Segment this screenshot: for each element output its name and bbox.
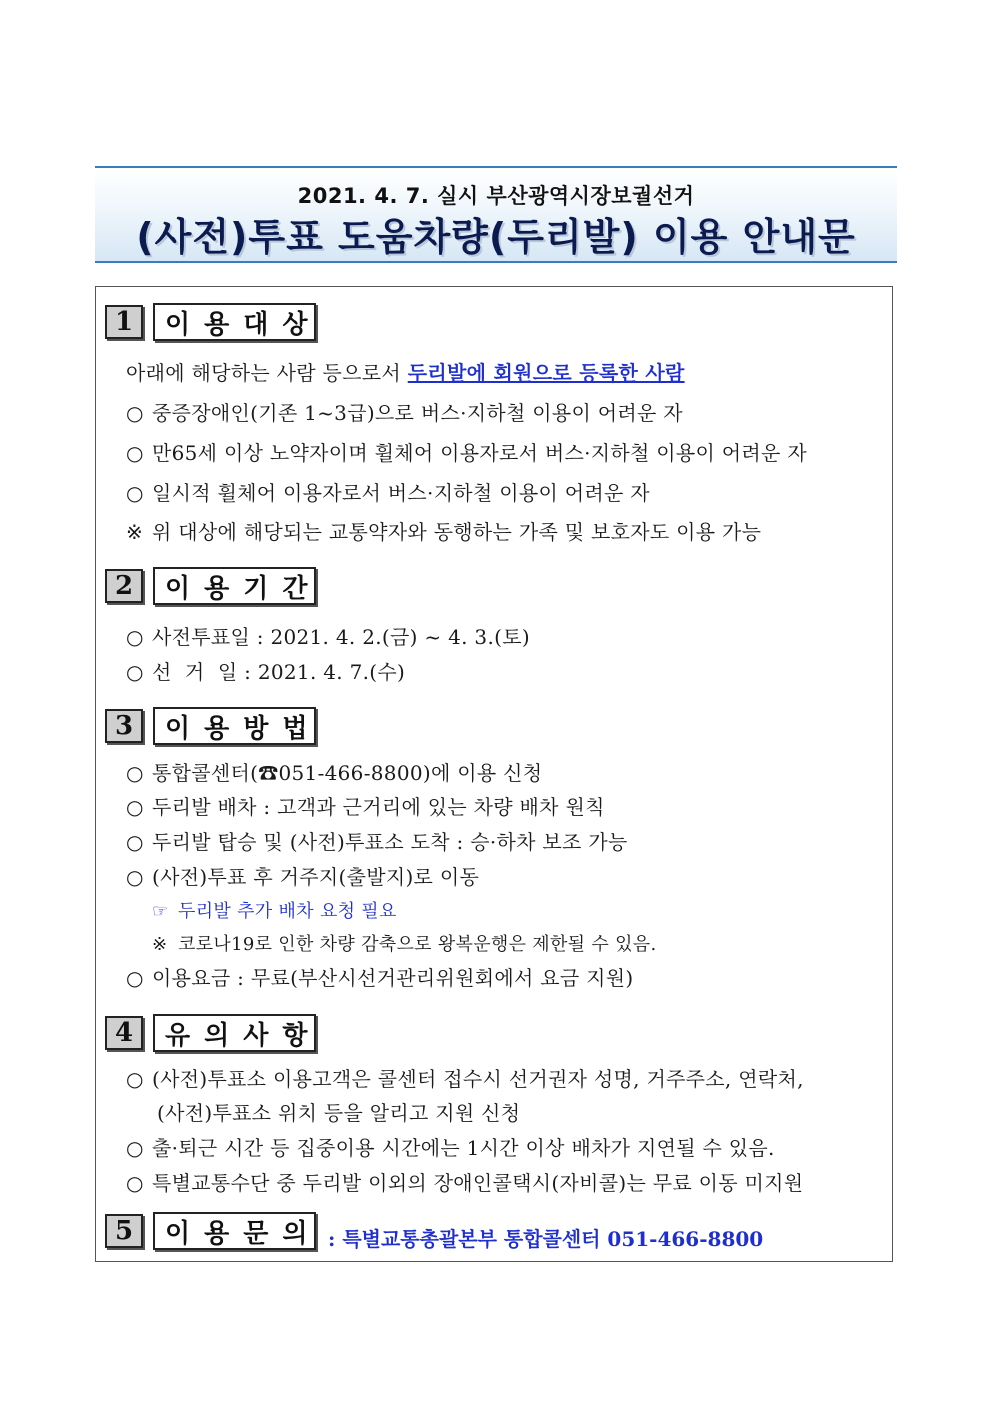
circle-bullet-icon: ○	[126, 401, 144, 425]
list-item: ○ (사전)투표소 이용고객은 콜센터 접수시 선거권자 성명, 거주주소, 연락처,	[126, 1067, 804, 1091]
member-link[interactable]: 두리발에 회원으로 등록한 사람	[407, 361, 685, 385]
list-item: ○ 출·퇴근 시간 등 집중이용 시간에는 1시간 이상 배차가 지연될 수 있음.	[126, 1136, 775, 1160]
circle-bullet-icon: ○	[126, 1171, 144, 1195]
contact-info: : 특별교통총괄본부 통합콜센터 051-466-8800	[328, 1227, 764, 1251]
circle-bullet-icon: ○	[126, 481, 144, 505]
intro-text: 아래에 해당하는 사람 등으로서	[126, 361, 402, 385]
header-title: (사전)투표 도움차량(두리발) 이용 안내문	[136, 215, 856, 259]
circle-bullet-icon: ○	[126, 830, 144, 854]
list-item: ○ 통합콜센터(☎051-466-8800)에 이용 신청	[126, 761, 543, 785]
section-title: 이용방법	[153, 707, 316, 745]
list-item: ○ 일시적 휠체어 이용자로서 버스·지하철 이용이 어려운 자	[126, 481, 650, 505]
note-item: ※ 코로나19로 인한 차량 감축으로 왕복운행은 제한될 수 있음.	[152, 934, 657, 955]
list-item: ○ 두리발 배차 : 고객과 근거리에 있는 차량 배차 원칙	[126, 795, 605, 819]
section-number: 3	[105, 709, 143, 743]
section-title: 이용대상	[153, 303, 316, 341]
section-number: 1	[105, 305, 143, 339]
section-1-intro	[126, 357, 685, 386]
circle-bullet-icon: ○	[126, 865, 144, 889]
section-1-heading	[105, 303, 322, 341]
section-number: 4	[105, 1016, 143, 1050]
list-item: ○ 선 거 일 : 2021. 4. 7.(수)	[126, 660, 406, 684]
section-2-heading	[105, 567, 322, 605]
circle-bullet-icon: ○	[126, 761, 144, 785]
circle-bullet-icon: ○	[126, 441, 144, 465]
list-item: ○ 중증장애인(기존 1~3급)으로 버스·지하철 이용이 어려운 자	[126, 401, 683, 425]
section-title: 이용기간	[153, 567, 316, 605]
circle-bullet-icon: ○	[126, 625, 144, 649]
section-number: 2	[105, 569, 143, 603]
content-box	[95, 286, 893, 1262]
section-title: 유의사항	[153, 1014, 316, 1052]
pointer-note: ☞ 두리발 추가 배차 요청 필요	[152, 901, 397, 922]
header-subtitle: 2021. 4. 7. 실시 부산광역시장보궐선거	[297, 184, 695, 208]
list-item: ○ 두리발 탑승 및 (사전)투표소 도착 : 승·하차 보조 가능	[126, 830, 628, 854]
section-title: 이용문의	[153, 1212, 316, 1250]
section-5-heading	[105, 1212, 322, 1250]
section-3-heading	[105, 707, 322, 745]
header-banner	[95, 166, 897, 263]
list-item: ○ (사전)투표 후 거주지(출발지)로 이동	[126, 865, 480, 889]
note-item: ※ 위 대상에 해당되는 교통약자와 동행하는 가족 및 보호자도 이용 가능	[126, 520, 762, 544]
circle-bullet-icon: ○	[126, 1136, 144, 1160]
section-4-heading	[105, 1014, 322, 1052]
circle-bullet-icon: ○	[126, 1067, 144, 1091]
list-item-continuation: (사전)투표소 위치 등을 알리고 지원 신청	[157, 1101, 521, 1125]
list-item: ○ 사전투표일 : 2021. 4. 2.(금) ~ 4. 3.(토)	[126, 625, 530, 649]
list-item: ○ 특별교통수단 중 두리발 이외의 장애인콜택시(자비콜)는 무료 이동 미지원	[126, 1171, 804, 1195]
circle-bullet-icon: ○	[126, 660, 144, 684]
section-number: 5	[105, 1214, 143, 1248]
list-item: ○ 이용요금 : 무료(부산시선거관리위원회에서 요금 지원)	[126, 966, 634, 990]
reference-mark-icon: ※	[126, 520, 144, 544]
reference-mark-icon: ※	[152, 934, 168, 955]
list-item: ○ 만65세 이상 노약자이며 휠체어 이용자로서 버스·지하철 이용이 어려운 자	[126, 441, 807, 465]
circle-bullet-icon: ○	[126, 795, 144, 819]
pointing-hand-icon: ☞	[152, 901, 169, 922]
circle-bullet-icon: ○	[126, 966, 144, 990]
